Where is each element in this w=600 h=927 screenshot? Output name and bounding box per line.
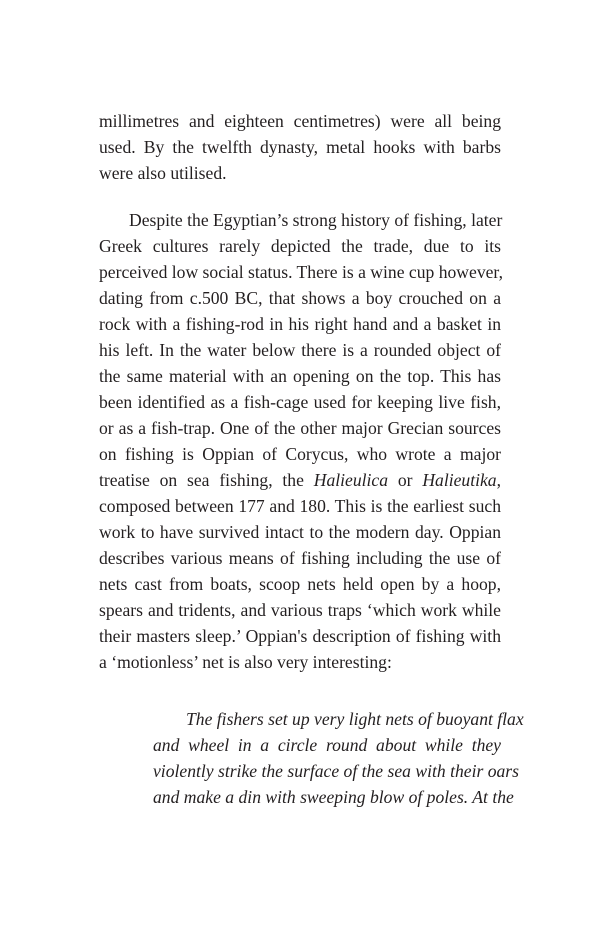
text-line: describes various means of fishing including the use of <box>99 548 501 568</box>
text-line: a ‘motionless’ net is also very interesting: <box>99 652 392 672</box>
text-line: dating from c.500 BC, that shows a boy crouched on a <box>99 288 501 308</box>
text-line: their masters sleep.’ Oppian's description of fishing with <box>99 626 501 646</box>
quote-line: The fishers set up very light nets of buoyant flax <box>186 709 524 729</box>
text-line: composed between 177 and 180. This is the earliest such <box>99 496 501 516</box>
text-line: work to have survived intact to the modern day. Oppian <box>99 522 501 542</box>
text-run: or <box>388 470 423 490</box>
quote-line: violently strike the surface of the sea with their oars <box>153 761 519 781</box>
text-line: been identified as a fish-cage used for keeping live fish, <box>99 392 501 412</box>
text-run: , <box>496 470 501 490</box>
quote-line: and make a din with sweeping blow of poles. At the <box>153 787 514 807</box>
text-line: used. By the twelfth dynasty, metal hooks with barbs <box>99 137 501 157</box>
text-line: millimetres and eighteen centimetres) were all being <box>99 111 501 131</box>
text-line: were also utilised. <box>99 163 227 183</box>
work-title: Halieulica <box>313 470 389 490</box>
text-line: the same material with an opening on the top. This has <box>99 366 501 386</box>
text-line: on fishing is Oppian of Corycus, who wrote a major <box>99 444 501 464</box>
text-line: spears and tridents, and various traps ‘which work while <box>99 600 501 620</box>
quote-line: and wheel in a circle round about while they <box>153 735 501 755</box>
text-line: Greek cultures rarely depicted the trade, due to its <box>99 236 501 256</box>
text-line: or as a fish-trap. One of the other major Grecian sources <box>99 418 501 438</box>
text-line: nets cast from boats, scoop nets held open by a hoop, <box>99 574 501 594</box>
text-line: his left. In the water below there is a rounded object of <box>99 340 501 360</box>
work-title: Halieutika <box>422 470 497 490</box>
text-line: Despite the Egyptian’s strong history of fishing, later <box>129 210 503 230</box>
text-line: perceived low social status. There is a wine cup however, <box>99 262 503 282</box>
text-run: treatise on sea fishing, the <box>99 470 314 490</box>
text-line: rock with a fishing-rod in his right hand and a basket in <box>99 314 501 334</box>
text-line-with-titles <box>99 467 501 493</box>
